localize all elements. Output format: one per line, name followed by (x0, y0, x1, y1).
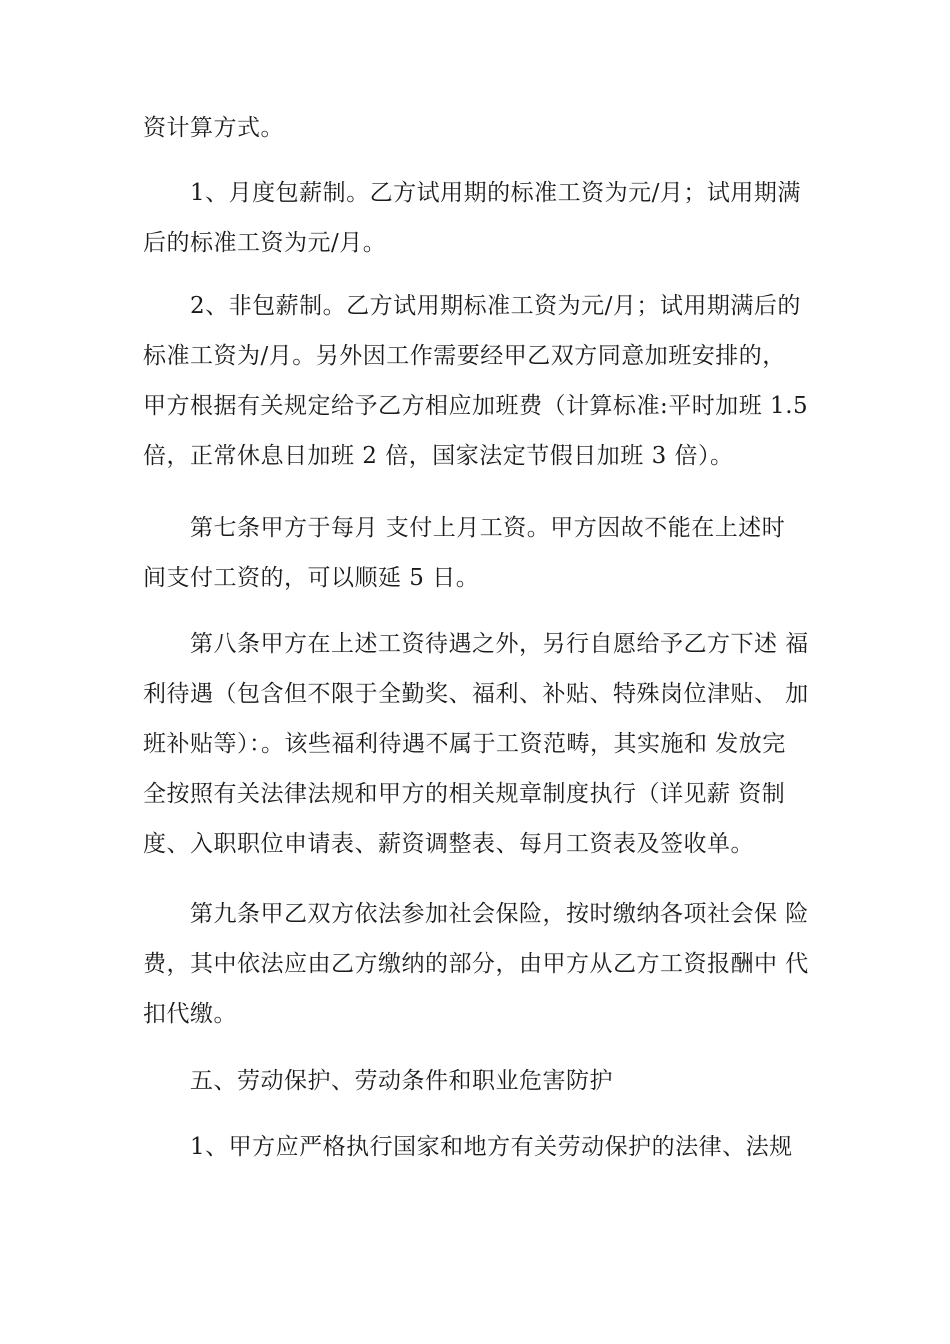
text-line: 费，其中依法应由乙方缴纳的部分，由甲方从乙方工资报酬中 代 (143, 951, 809, 977)
text-line: 1、甲方应严格执行国家和地方有关劳动保护的法律、法规 (190, 1134, 793, 1160)
text-line: 第九条甲乙双方依法参加社会保险，按时缴纳各项社会保 险 (190, 901, 809, 927)
text-line: 2、非包薪制。乙方试用期标准工资为元/月；试用期满后的 (190, 293, 801, 319)
text-line: 第八条甲方在上述工资待遇之外，另行自愿给予乙方下述 福 (190, 631, 809, 657)
text-line: 第七条甲方于每月 支付上月工资。甲方因故不能在上述时 (190, 515, 786, 541)
section-heading: 五、劳动保护、劳动条件和职业危害防护 (190, 1068, 613, 1094)
text-line: 班补贴等）：。该些福利待遇不属于工资范畴，其实施和 发放完 (143, 731, 786, 757)
text-line: 扣代缴。 (143, 1001, 237, 1027)
text-line: 间支付工资的，可以顺延 5 日。 (143, 565, 480, 591)
text-line: 资计算方式。 (143, 115, 284, 141)
text-line: 倍，正常休息日加班 2 倍，国家法定节假日加班 3 倍）。 (143, 443, 734, 469)
text-line: 标准工资为/月。另外因工作需要经甲乙双方同意加班安排的， (143, 343, 786, 369)
text-line: 利待遇（包含但不限于全勤奖、福利、补贴、特殊岗位津贴、 加 (143, 681, 809, 707)
text-line: 全按照有关法律法规和甲方的相关规章制度执行（详见薪 资制 (143, 781, 786, 807)
text-line: 甲方根据有关规定给予乙方相应加班费（计算标准:平时加班 1.5 (143, 393, 809, 419)
text-line: 后的标准工资为元/月。 (143, 230, 387, 256)
text-line: 1、月度包薪制。乙方试用期的标准工资为元/月；试用期满 (190, 180, 801, 206)
text-line: 度、入职职位申请表、薪资调整表、每月工资表及签收单。 (143, 831, 754, 857)
